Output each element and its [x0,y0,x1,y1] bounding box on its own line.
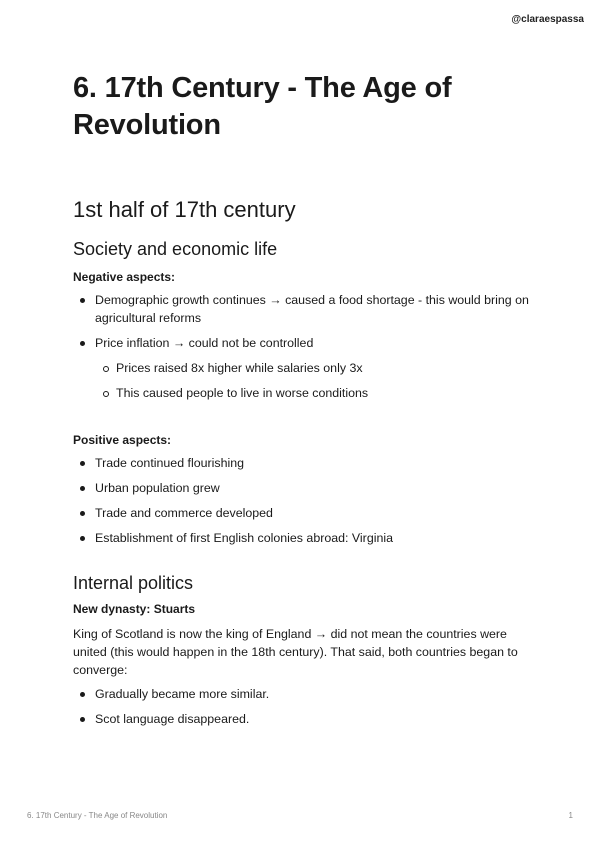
list-item [73,334,533,402]
list-item: Trade continued flourishing [73,454,533,472]
section-heading: 1st half of 17th century [73,197,296,222]
positive-aspects-label: Positive aspects: [73,433,172,447]
page-number: 1 [568,811,573,820]
negative-aspects-label: Negative aspects: [73,270,176,284]
footer-title: 6. 17th Century - The Age of Revolution [27,811,168,820]
list-item [73,291,533,327]
list-item-text: Demographic growth continues → caused a food shortage - this would bring on agricultural reforms [95,293,529,325]
negative-aspects-list [73,291,533,402]
positive-aspects-list [73,454,533,547]
list-item: Trade and commerce developed [73,504,533,522]
politics-paragraph: King of Scotland is now the king of England → did not mean the countries were united (this would happen in the 18th century). That said, both countries began to converge: [73,627,518,677]
list-item: Establishment of first English colonies abroad: Virginia [73,529,533,547]
list-item: Urban population grew [73,479,533,497]
politics-heading: Internal politics [73,573,194,593]
author-handle: @claraespassa [511,14,584,25]
dynasty-label: New dynasty: Stuarts [73,602,196,616]
society-heading: Society and economic life [73,239,278,259]
sublist-item: This caused people to live in worse conditions [95,384,533,402]
list-item: Gradually became more similar. [73,685,533,703]
sublist-item: Prices raised 8x higher while salaries only 3x [95,359,533,377]
page-content [73,70,533,735]
inflation-sublist [95,359,533,402]
list-item: Scot language disappeared. [73,710,533,728]
politics-list [73,685,533,728]
list-item-text: Price inflation → could not be controlled [95,336,314,350]
page-title: 6. 17th Century - The Age of Revolution [73,72,452,141]
